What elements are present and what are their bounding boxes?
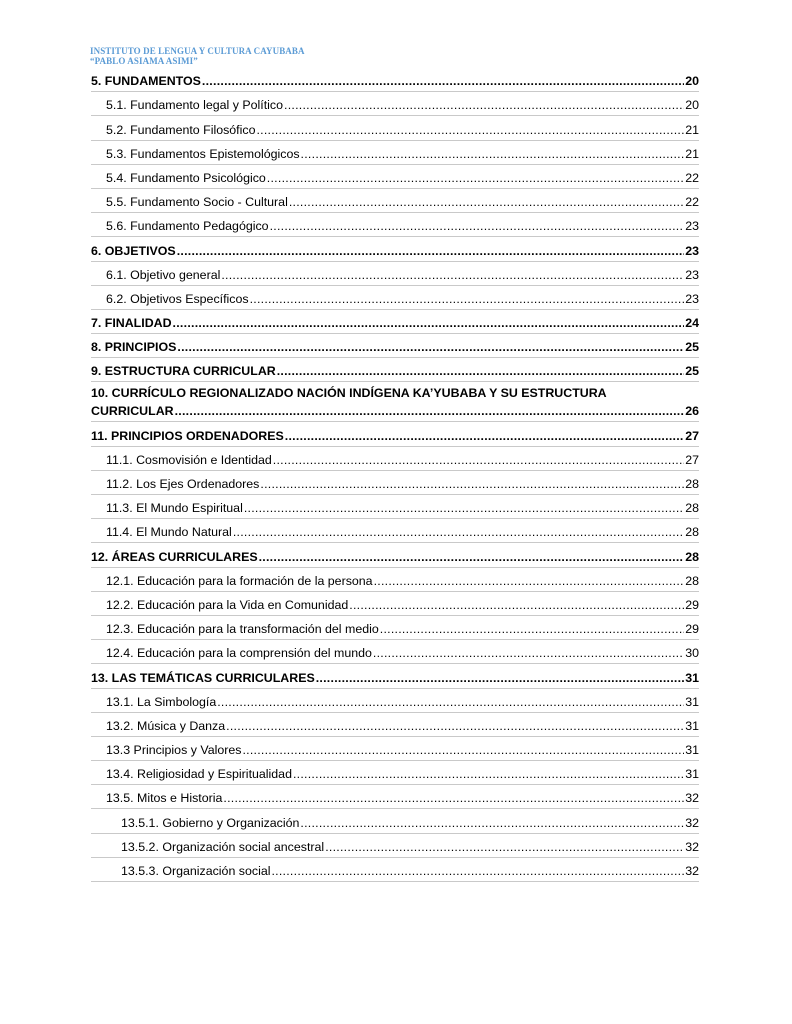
toc-entry-page: 26 bbox=[685, 404, 699, 419]
toc-entry-title: 13.5.2. Organización social ancestral bbox=[121, 839, 325, 854]
toc-entry-page: 31 bbox=[685, 718, 699, 733]
toc-entry-title: 5.6. Fundamento Pedagógico bbox=[106, 219, 269, 234]
toc-entry-page: 20 bbox=[685, 74, 699, 89]
toc-entry-page: 32 bbox=[685, 791, 699, 806]
toc-entry-page: 31 bbox=[685, 743, 699, 758]
toc-entry-page: 28 bbox=[685, 549, 699, 564]
toc-entry-title: 11.4. El Mundo Natural bbox=[106, 525, 232, 540]
toc-entry[interactable] bbox=[91, 141, 699, 165]
dot-leader bbox=[259, 550, 685, 564]
toc-entry-page: 29 bbox=[685, 622, 699, 637]
dot-leader bbox=[325, 840, 684, 854]
dot-leader bbox=[273, 453, 684, 467]
dot-leader bbox=[260, 477, 684, 491]
toc-entry-title: 11.3. El Mundo Espiritual bbox=[106, 501, 243, 516]
dot-leader bbox=[349, 598, 684, 612]
toc-entry[interactable] bbox=[91, 262, 699, 286]
toc-entry-title: 11. PRINCIPIOS ORDENADORES bbox=[91, 428, 284, 443]
toc-entry-page: 21 bbox=[685, 146, 699, 161]
toc-entry-title: 12. ÁREAS CURRICULARES bbox=[91, 549, 258, 564]
toc-entry-page: 29 bbox=[685, 597, 699, 612]
institute-name: INSTITUTO DE LENGUA Y CULTURA CAYUBABA bbox=[90, 46, 305, 56]
toc-entry[interactable] bbox=[91, 495, 699, 519]
dot-leader bbox=[256, 123, 684, 137]
toc-entry-page: 31 bbox=[685, 694, 699, 709]
toc-entry-title: 12.1. Educación para la formación de la persona bbox=[106, 573, 373, 588]
dot-leader bbox=[250, 292, 685, 306]
toc-entry-title-line1: 10. CURRÍCULO REGIONALIZADO NACIÓN INDÍGENA KA’YUBABA Y SU ESTRUCTURA bbox=[91, 386, 607, 401]
dot-leader bbox=[293, 767, 684, 781]
toc-entry-page: 22 bbox=[685, 195, 699, 210]
dot-leader bbox=[277, 364, 684, 378]
toc-entry[interactable] bbox=[91, 568, 699, 592]
toc-entry-title: 5.4. Fundamento Psicológico bbox=[106, 170, 266, 185]
dot-leader bbox=[373, 646, 684, 660]
toc-entry-page: 31 bbox=[685, 767, 699, 782]
toc-entry-page: 30 bbox=[685, 646, 699, 661]
toc-entry[interactable] bbox=[91, 471, 699, 495]
toc-entry[interactable] bbox=[91, 858, 699, 882]
toc-entry-page: 23 bbox=[685, 291, 699, 306]
toc-entry-title: 7. FINALIDAD bbox=[91, 316, 172, 331]
toc-entry-page: 28 bbox=[685, 501, 699, 516]
toc-entry[interactable] bbox=[91, 664, 699, 688]
table-of-contents bbox=[91, 68, 699, 882]
dot-leader bbox=[175, 404, 685, 418]
toc-entry[interactable] bbox=[91, 189, 699, 213]
toc-entry-page: 21 bbox=[685, 122, 699, 137]
toc-entry-page: 27 bbox=[685, 452, 699, 467]
dot-leader bbox=[300, 816, 684, 830]
toc-entry-title: 11.2. Los Ejes Ordenadores bbox=[106, 477, 260, 491]
toc-entry[interactable] bbox=[91, 640, 699, 664]
toc-entry[interactable] bbox=[91, 689, 699, 713]
dot-leader bbox=[374, 574, 685, 588]
dot-leader bbox=[177, 244, 685, 258]
dot-leader bbox=[244, 501, 684, 515]
toc-entry[interactable] bbox=[91, 519, 699, 543]
toc-entry-title: 5.1. Fundamento legal y Político bbox=[106, 98, 284, 113]
toc-entry-page: 28 bbox=[685, 573, 699, 588]
toc-entry[interactable] bbox=[91, 286, 699, 310]
toc-entry[interactable] bbox=[91, 334, 699, 358]
toc-entry-page: 28 bbox=[685, 477, 699, 491]
toc-entry-page: 31 bbox=[685, 670, 699, 685]
toc-entry[interactable] bbox=[91, 737, 699, 761]
toc-entry-title: 12.3. Educación para la transformación del medio bbox=[106, 622, 379, 637]
toc-entry[interactable] bbox=[91, 165, 699, 189]
toc-entry-title: 5. FUNDAMENTOS bbox=[91, 74, 201, 89]
toc-entry[interactable] bbox=[91, 92, 699, 116]
toc-entry[interactable] bbox=[91, 592, 699, 616]
toc-entry-page: 27 bbox=[685, 428, 699, 443]
toc-entry-title: 13.5. Mitos e Historia bbox=[106, 791, 223, 806]
toc-entry[interactable] bbox=[91, 422, 699, 446]
toc-entry-page: 25 bbox=[685, 340, 699, 355]
toc-entry-page: 25 bbox=[685, 364, 699, 379]
toc-entry[interactable] bbox=[91, 761, 699, 785]
toc-entry[interactable] bbox=[91, 616, 699, 640]
toc-entry[interactable] bbox=[91, 713, 699, 737]
toc-entry[interactable] bbox=[91, 213, 699, 237]
toc-entry-title: 12.2. Educación para la Vida en Comunidad bbox=[106, 597, 349, 612]
toc-entry[interactable] bbox=[91, 785, 699, 809]
dot-leader bbox=[223, 791, 684, 805]
toc-entry[interactable] bbox=[91, 68, 699, 92]
toc-entry-title: 5.3. Fundamentos Epistemológicos bbox=[106, 146, 300, 161]
dot-leader bbox=[380, 622, 684, 636]
dot-leader bbox=[221, 268, 684, 282]
toc-entry-title: 13.5.1. Gobierno y Organización bbox=[121, 815, 300, 830]
toc-entry-page: 32 bbox=[685, 864, 699, 878]
toc-entry[interactable] bbox=[91, 809, 699, 833]
toc-entry-page: 28 bbox=[685, 525, 699, 540]
toc-entry-title: 13. LAS TEMÁTICAS CURRICULARES bbox=[91, 670, 315, 685]
toc-entry-title: 13.2. Música y Danza bbox=[106, 718, 226, 733]
toc-entry-title: 8. PRINCIPIOS bbox=[91, 340, 177, 355]
document-header bbox=[90, 46, 305, 66]
dot-leader bbox=[173, 316, 685, 330]
toc-entry-page: 23 bbox=[685, 243, 699, 258]
toc-entry-page: 22 bbox=[685, 170, 699, 185]
dot-leader bbox=[301, 147, 685, 161]
toc-entry-title: 13.5.3. Organización social bbox=[121, 864, 271, 878]
institute-subtitle: “PABLO ASIAMA ASIMI” bbox=[90, 56, 198, 66]
toc-entry-page: 20 bbox=[685, 98, 699, 113]
toc-entry[interactable] bbox=[91, 237, 699, 261]
toc-entry-title: 13.3 Principios y Valores bbox=[106, 743, 242, 758]
dot-leader bbox=[285, 429, 684, 443]
toc-entry-title: 5.5. Fundamento Socio - Cultural bbox=[106, 195, 288, 210]
toc-entry[interactable] bbox=[91, 358, 699, 382]
toc-entry-title: 6.1. Objetivo general bbox=[106, 267, 221, 282]
toc-entry-page: 32 bbox=[685, 839, 699, 854]
toc-entry-title: 6. OBJETIVOS bbox=[91, 243, 176, 258]
dot-leader bbox=[284, 98, 684, 112]
toc-entry-title: 13.4. Religiosidad y Espiritualidad bbox=[106, 767, 292, 782]
toc-entry-title: CURRICULAR bbox=[91, 404, 174, 419]
toc-entry-title: 12.4. Educación para la comprensión del mundo bbox=[106, 646, 372, 661]
toc-entry[interactable] bbox=[91, 310, 699, 334]
toc-entry[interactable] bbox=[91, 382, 699, 422]
toc-entry-title: 13.1. La Simbología bbox=[106, 694, 217, 709]
toc-entry-title: 5.2. Fundamento Filosófico bbox=[106, 122, 256, 137]
dot-leader bbox=[316, 671, 684, 685]
toc-entry-page: 32 bbox=[685, 815, 699, 830]
dot-leader bbox=[289, 195, 684, 209]
dot-leader bbox=[242, 743, 684, 757]
toc-entry-page: 23 bbox=[685, 267, 699, 282]
toc-entry-title: 11.1. Cosmovisión e Identidad bbox=[106, 452, 272, 467]
toc-entry-page: 23 bbox=[685, 219, 699, 234]
toc-entry[interactable] bbox=[91, 834, 699, 858]
dot-leader bbox=[217, 695, 684, 709]
toc-entry-page: 24 bbox=[685, 316, 699, 331]
toc-entry[interactable] bbox=[91, 116, 699, 140]
dot-leader bbox=[226, 719, 684, 733]
dot-leader bbox=[233, 525, 684, 539]
dot-leader bbox=[270, 219, 685, 233]
toc-entry-title: 9. ESTRUCTURA CURRICULAR bbox=[91, 364, 276, 379]
toc-entry[interactable] bbox=[91, 543, 699, 567]
dot-leader bbox=[267, 171, 684, 185]
dot-leader bbox=[271, 864, 684, 878]
dot-leader bbox=[202, 74, 684, 88]
dot-leader bbox=[177, 340, 684, 354]
toc-entry[interactable] bbox=[91, 447, 699, 471]
toc-entry-title: 6.2. Objetivos Específicos bbox=[106, 291, 249, 306]
